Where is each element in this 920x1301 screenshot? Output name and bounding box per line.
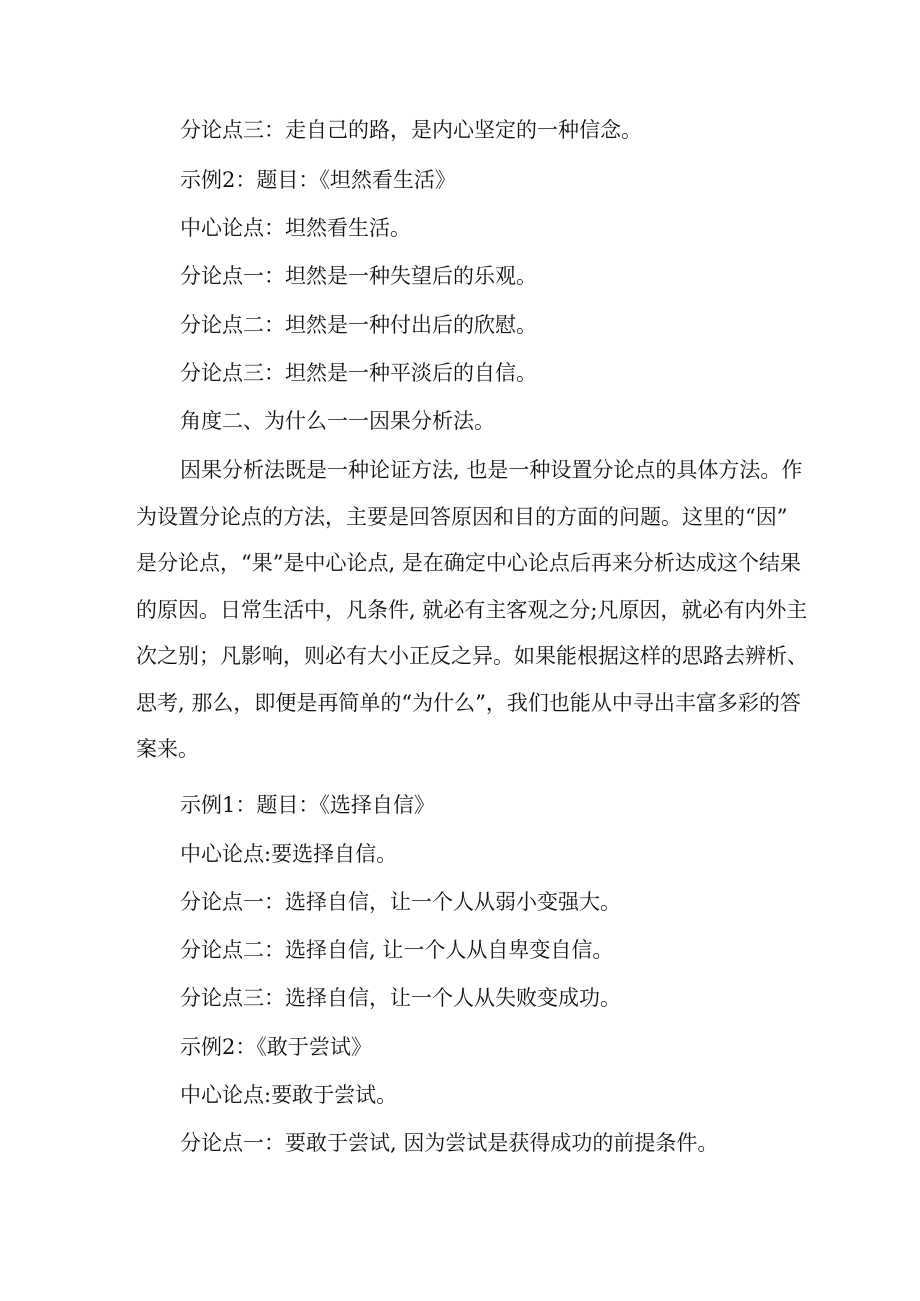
paragraph-row: 的原因。日常生活中，凡条件, 就必有主客观之分;凡原因，就必有内外主 [136,597,808,622]
text-line: 分论点二：选择自信, 让一个人从自卑变自信。 [180,938,614,962]
body-paragraph [136,447,808,773]
paragraph-row: 是分论点，“果”是中心论点, 是在确定中心论点后再来分析达成这个结果 [136,551,801,575]
paragraph-row: 思考, 那么，即便是再简单的“为什么”，我们也能从中寻出丰富多彩的答 [136,690,801,715]
text-line: 分论点三：走自己的路，是内心坚定的一种信念。 [180,118,642,142]
text-line: 中心论点:要敢于尝试。 [180,1083,398,1107]
text-line: 角度二、为什么一一因果分析法。 [180,409,495,433]
paragraph-row: 为设置分论点的方法，主要是回答原因和目的方面的问题。这里的“因” [136,504,788,529]
paragraph-row: 因果分析法既是一种论证方法, 也是一种设置分论点的具体方法。作 [180,458,803,482]
text-line: 分论点三：选择自信，让一个人从失败变成功。 [180,986,621,1010]
text-line: 分论点一：选择自信，让一个人从弱小变强大。 [180,890,621,914]
text-line: 中心论点：坦然看生活。 [180,216,411,240]
text-line: 分论点三：坦然是一种平淡后的自信。 [180,361,537,385]
text-line: 示例2：题目：《坦然看生活》 [180,168,456,192]
text-line: 示例1：题目：《选择自信》 [180,793,435,817]
text-line: 分论点二：坦然是一种付出后的欣慰。 [180,313,537,337]
text-line: 中心论点:要选择自信。 [180,842,398,866]
text-line: 示例2：《敢于尝试》 [180,1035,372,1059]
text-line: 分论点一：坦然是一种失望后的乐观。 [180,264,537,288]
text-line: 分论点一：要敢于尝试, 因为尝试是获得成功的前提条件。 [180,1131,719,1155]
paragraph-row: 次之别；凡影响，则必有大小正反之异。如果能根据这样的思路去辨析、 [136,644,808,668]
paragraph-row: 案来。 [136,737,199,761]
